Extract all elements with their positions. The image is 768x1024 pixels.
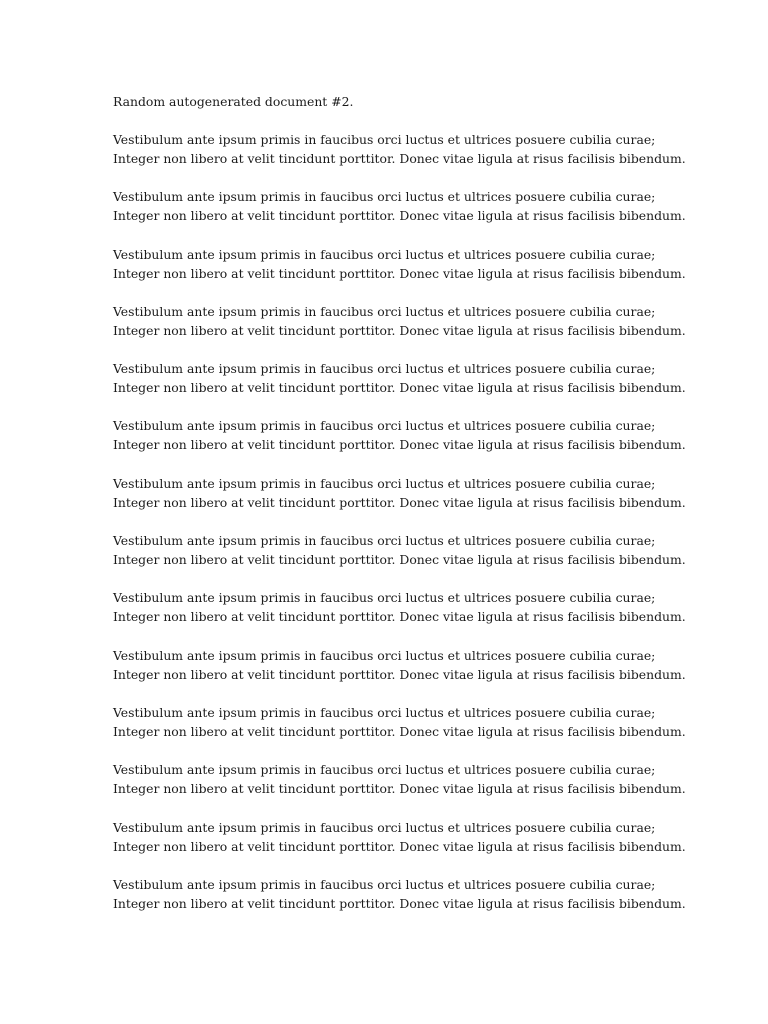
paragraph-line: Integer non libero at velit tincidunt porttitor. Donec vitae ligula at risus facilisis bibendum. xyxy=(113,552,686,568)
paragraph xyxy=(113,875,713,913)
paragraph-line: Vestibulum ante ipsum primis in faucibus orci luctus et ultrices posuere cubilia curae; xyxy=(113,762,656,778)
paragraph-line: Vestibulum ante ipsum primis in faucibus orci luctus et ultrices posuere cubilia curae; xyxy=(113,132,656,147)
paragraph-line: Vestibulum ante ipsum primis in faucibus orci luctus et ultrices posuere cubilia curae; xyxy=(113,647,656,663)
paragraph-line: Vestibulum ante ipsum primis in faucibus orci luctus et ultrices posuere cubilia curae; xyxy=(113,189,656,205)
paragraph-line: Vestibulum ante ipsum primis in faucibus orci luctus et ultrices posuere cubilia curae; xyxy=(113,590,656,606)
paragraph xyxy=(113,818,713,856)
paragraph-line: Vestibulum ante ipsum primis in faucibus orci luctus et ultrices posuere cubilia curae; xyxy=(113,246,656,262)
paragraph xyxy=(113,359,713,397)
document-title: Random autogenerated document #2. xyxy=(113,94,354,109)
paragraph xyxy=(113,245,713,283)
paragraph xyxy=(113,130,713,168)
paragraph-line: Vestibulum ante ipsum primis in faucibus orci luctus et ultrices posuere cubilia curae; xyxy=(113,876,656,892)
paragraph-line: Vestibulum ante ipsum primis in faucibus orci luctus et ultrices posuere cubilia curae; xyxy=(113,361,656,377)
paragraph xyxy=(113,646,713,684)
paragraph-line: Integer non libero at velit tincidunt porttitor. Donec vitae ligula at risus facilisis bibendum. xyxy=(113,494,686,510)
paragraph-line: Integer non libero at velit tincidunt porttitor. Donec vitae ligula at risus facilisis bibendum. xyxy=(113,208,686,224)
paragraph-line: Vestibulum ante ipsum primis in faucibus orci luctus et ultrices posuere cubilia curae; xyxy=(113,704,656,720)
paragraph xyxy=(113,531,713,569)
paragraph xyxy=(113,703,713,741)
paragraph-line: Integer non libero at velit tincidunt porttitor. Donec vitae ligula at risus facilisis bibendum. xyxy=(113,609,686,625)
paragraph-line: Integer non libero at velit tincidunt porttitor. Donec vitae ligula at risus facilisis bibendum. xyxy=(113,437,686,453)
paragraph-line: Integer non libero at velit tincidunt porttitor. Donec vitae ligula at risus facilisis bibendum. xyxy=(113,380,686,396)
paragraph-line: Vestibulum ante ipsum primis in faucibus orci luctus et ultrices posuere cubilia curae; xyxy=(113,303,656,319)
paragraph-line: Vestibulum ante ipsum primis in faucibus orci luctus et ultrices posuere cubilia curae; xyxy=(113,819,656,835)
paragraph-line: Integer non libero at velit tincidunt porttitor. Donec vitae ligula at risus facilisis bibendum. xyxy=(113,265,686,281)
paragraph xyxy=(113,187,713,225)
paragraph-line: Vestibulum ante ipsum primis in faucibus orci luctus et ultrices posuere cubilia curae; xyxy=(113,533,656,549)
document-body xyxy=(113,92,713,932)
paragraph-line: Integer non libero at velit tincidunt porttitor. Donec vitae ligula at risus facilisis bibendum. xyxy=(113,781,686,797)
paragraph-line: Integer non libero at velit tincidunt porttitor. Donec vitae ligula at risus facilisis bibendum. xyxy=(113,151,686,166)
paragraph xyxy=(113,416,713,454)
paragraph xyxy=(113,474,713,512)
paragraph-line: Integer non libero at velit tincidunt porttitor. Donec vitae ligula at risus facilisis bibendum. xyxy=(113,666,686,682)
paragraph-line: Integer non libero at velit tincidunt porttitor. Donec vitae ligula at risus facilisis bibendum. xyxy=(113,322,686,338)
paragraph xyxy=(113,760,713,798)
paragraph xyxy=(113,302,713,340)
paragraph-line: Vestibulum ante ipsum primis in faucibus orci luctus et ultrices posuere cubilia curae; xyxy=(113,418,656,434)
paragraph-line: Integer non libero at velit tincidunt porttitor. Donec vitae ligula at risus facilisis bibendum. xyxy=(113,895,686,911)
paragraph-line: Integer non libero at velit tincidunt porttitor. Donec vitae ligula at risus facilisis bibendum. xyxy=(113,838,686,854)
paragraph-line: Vestibulum ante ipsum primis in faucibus orci luctus et ultrices posuere cubilia curae; xyxy=(113,475,656,491)
paragraph-line: Integer non libero at velit tincidunt porttitor. Donec vitae ligula at risus facilisis bibendum. xyxy=(113,723,686,739)
paragraph xyxy=(113,588,713,626)
